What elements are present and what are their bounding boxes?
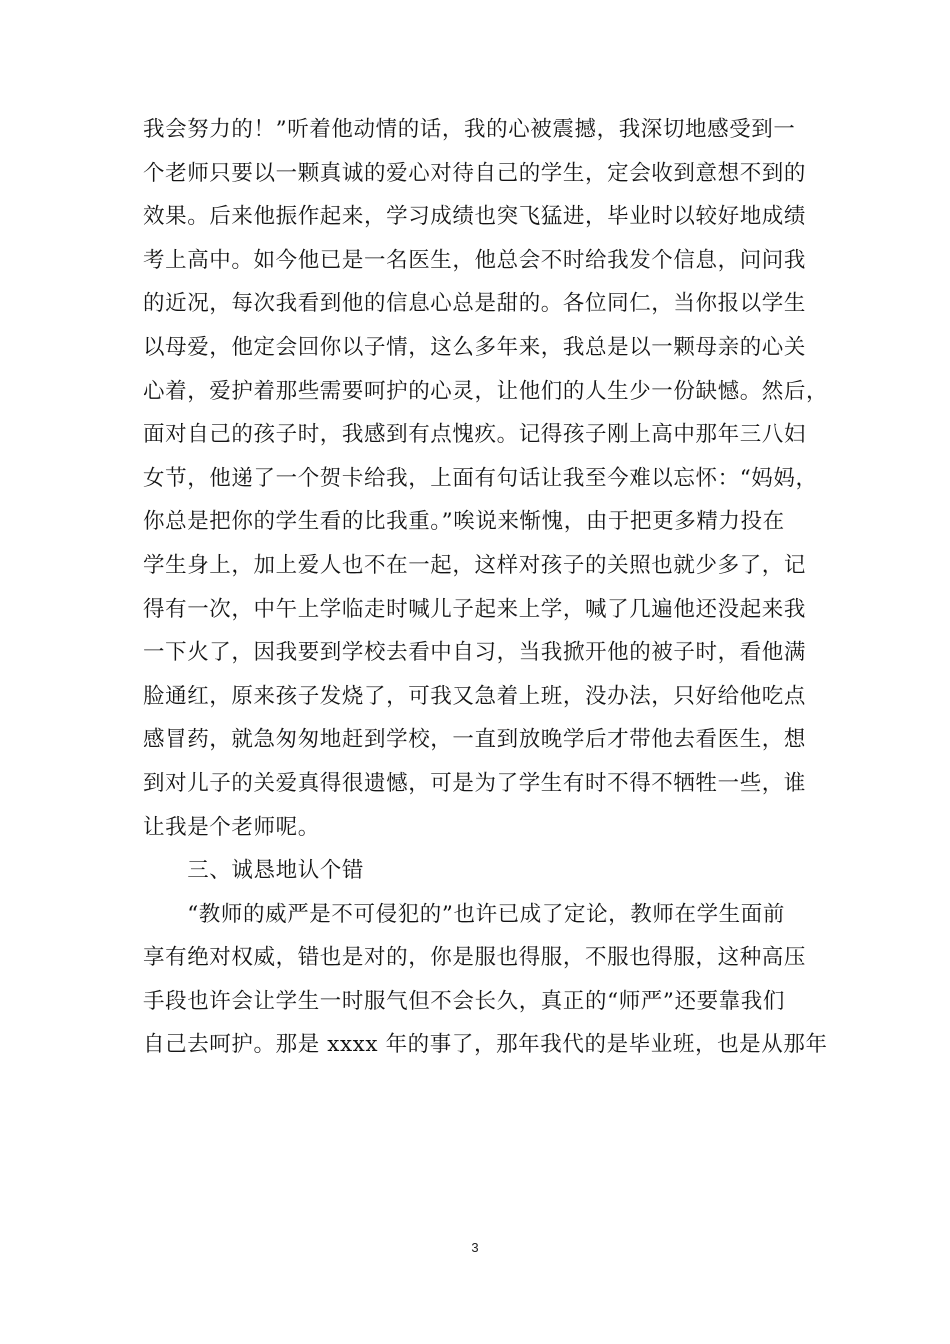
text-line: 脸通红，原来孩子发烧了，可我又急着上班，没办法，只好给他吃点 (143, 683, 807, 709)
text-line: 我会努力的！”听着他动情的话，我的心被震撼，我深切地感受到一 (143, 117, 796, 142)
text-line: 享有绝对权威，错也是对的，你是服也得服，不服也得服，这种高压 (143, 945, 807, 971)
text-line: 女节，他递了一个贺卡给我，上面有句话让我至今难以忘怀：“妈妈， (143, 465, 818, 491)
text-line: 自己去呵护。那是 xxxx 年的事了，那年我代的是毕业班，也是从那年 (143, 1032, 828, 1058)
text-line: 得有一次，中午上学临走时喊儿子起来上学，喊了几遍他还没起来我 (143, 596, 807, 622)
text-line: 个老师只要以一颗真诚的爱心对待自己的学生，定会收到意想不到的 (143, 160, 807, 186)
text-line: 到对儿子的关爱真得很遗憾，可是为了学生有时不得不牺牲一些，谁 (143, 770, 807, 796)
text-line: 面对自己的孩子时，我感到有点愧疚。记得孩子刚上高中那年三八妇 (143, 422, 807, 448)
section-heading: 三、诚恳地认个错 (143, 858, 365, 884)
page-number: 3 (471, 1240, 479, 1255)
text-line: 效果。后来他振作起来，学习成绩也突飞猛进，毕业时以较好地成绩 (143, 204, 807, 230)
text-line: 你总是把你的学生看的比我重。”唉说来惭愧，由于把更多精力投在 (143, 509, 785, 535)
text-line: 考上高中。如今他已是一名医生，他总会不时给我发个信息，问问我 (143, 247, 807, 273)
text-line: 感冒药，就急匆匆地赶到学校，一直到放晚学后才带他去看医生，想 (143, 727, 807, 753)
text-line: “教师的威严是不可侵犯的”也许已成了定论，教师在学生面前 (143, 901, 785, 927)
text-line: 手段也许会让学生一时服气但不会长久，真正的“师严”还要靠我们 (143, 988, 785, 1014)
text-line: 以母爱，他定会回你以子情，这么多年来，我总是以一颗母亲的心关 (143, 334, 807, 360)
text-line: 的近况，每次我看到他的信息心总是甜的。各位同仁，当你报以学生 (143, 291, 807, 317)
text-line: 学生身上，加上爱人也不在一起，这样对孩子的关照也就少多了，记 (143, 552, 807, 578)
body-text (143, 108, 843, 1067)
text-line: 一下火了，因我要到学校去看中自习，当我掀开他的被子时，看他满 (143, 640, 807, 666)
text-line: 让我是个老师呢。 (143, 814, 320, 840)
text-line: 心着，爱护着那些需要呵护的心灵，让他们的人生少一份缺憾。然后， (143, 378, 829, 404)
